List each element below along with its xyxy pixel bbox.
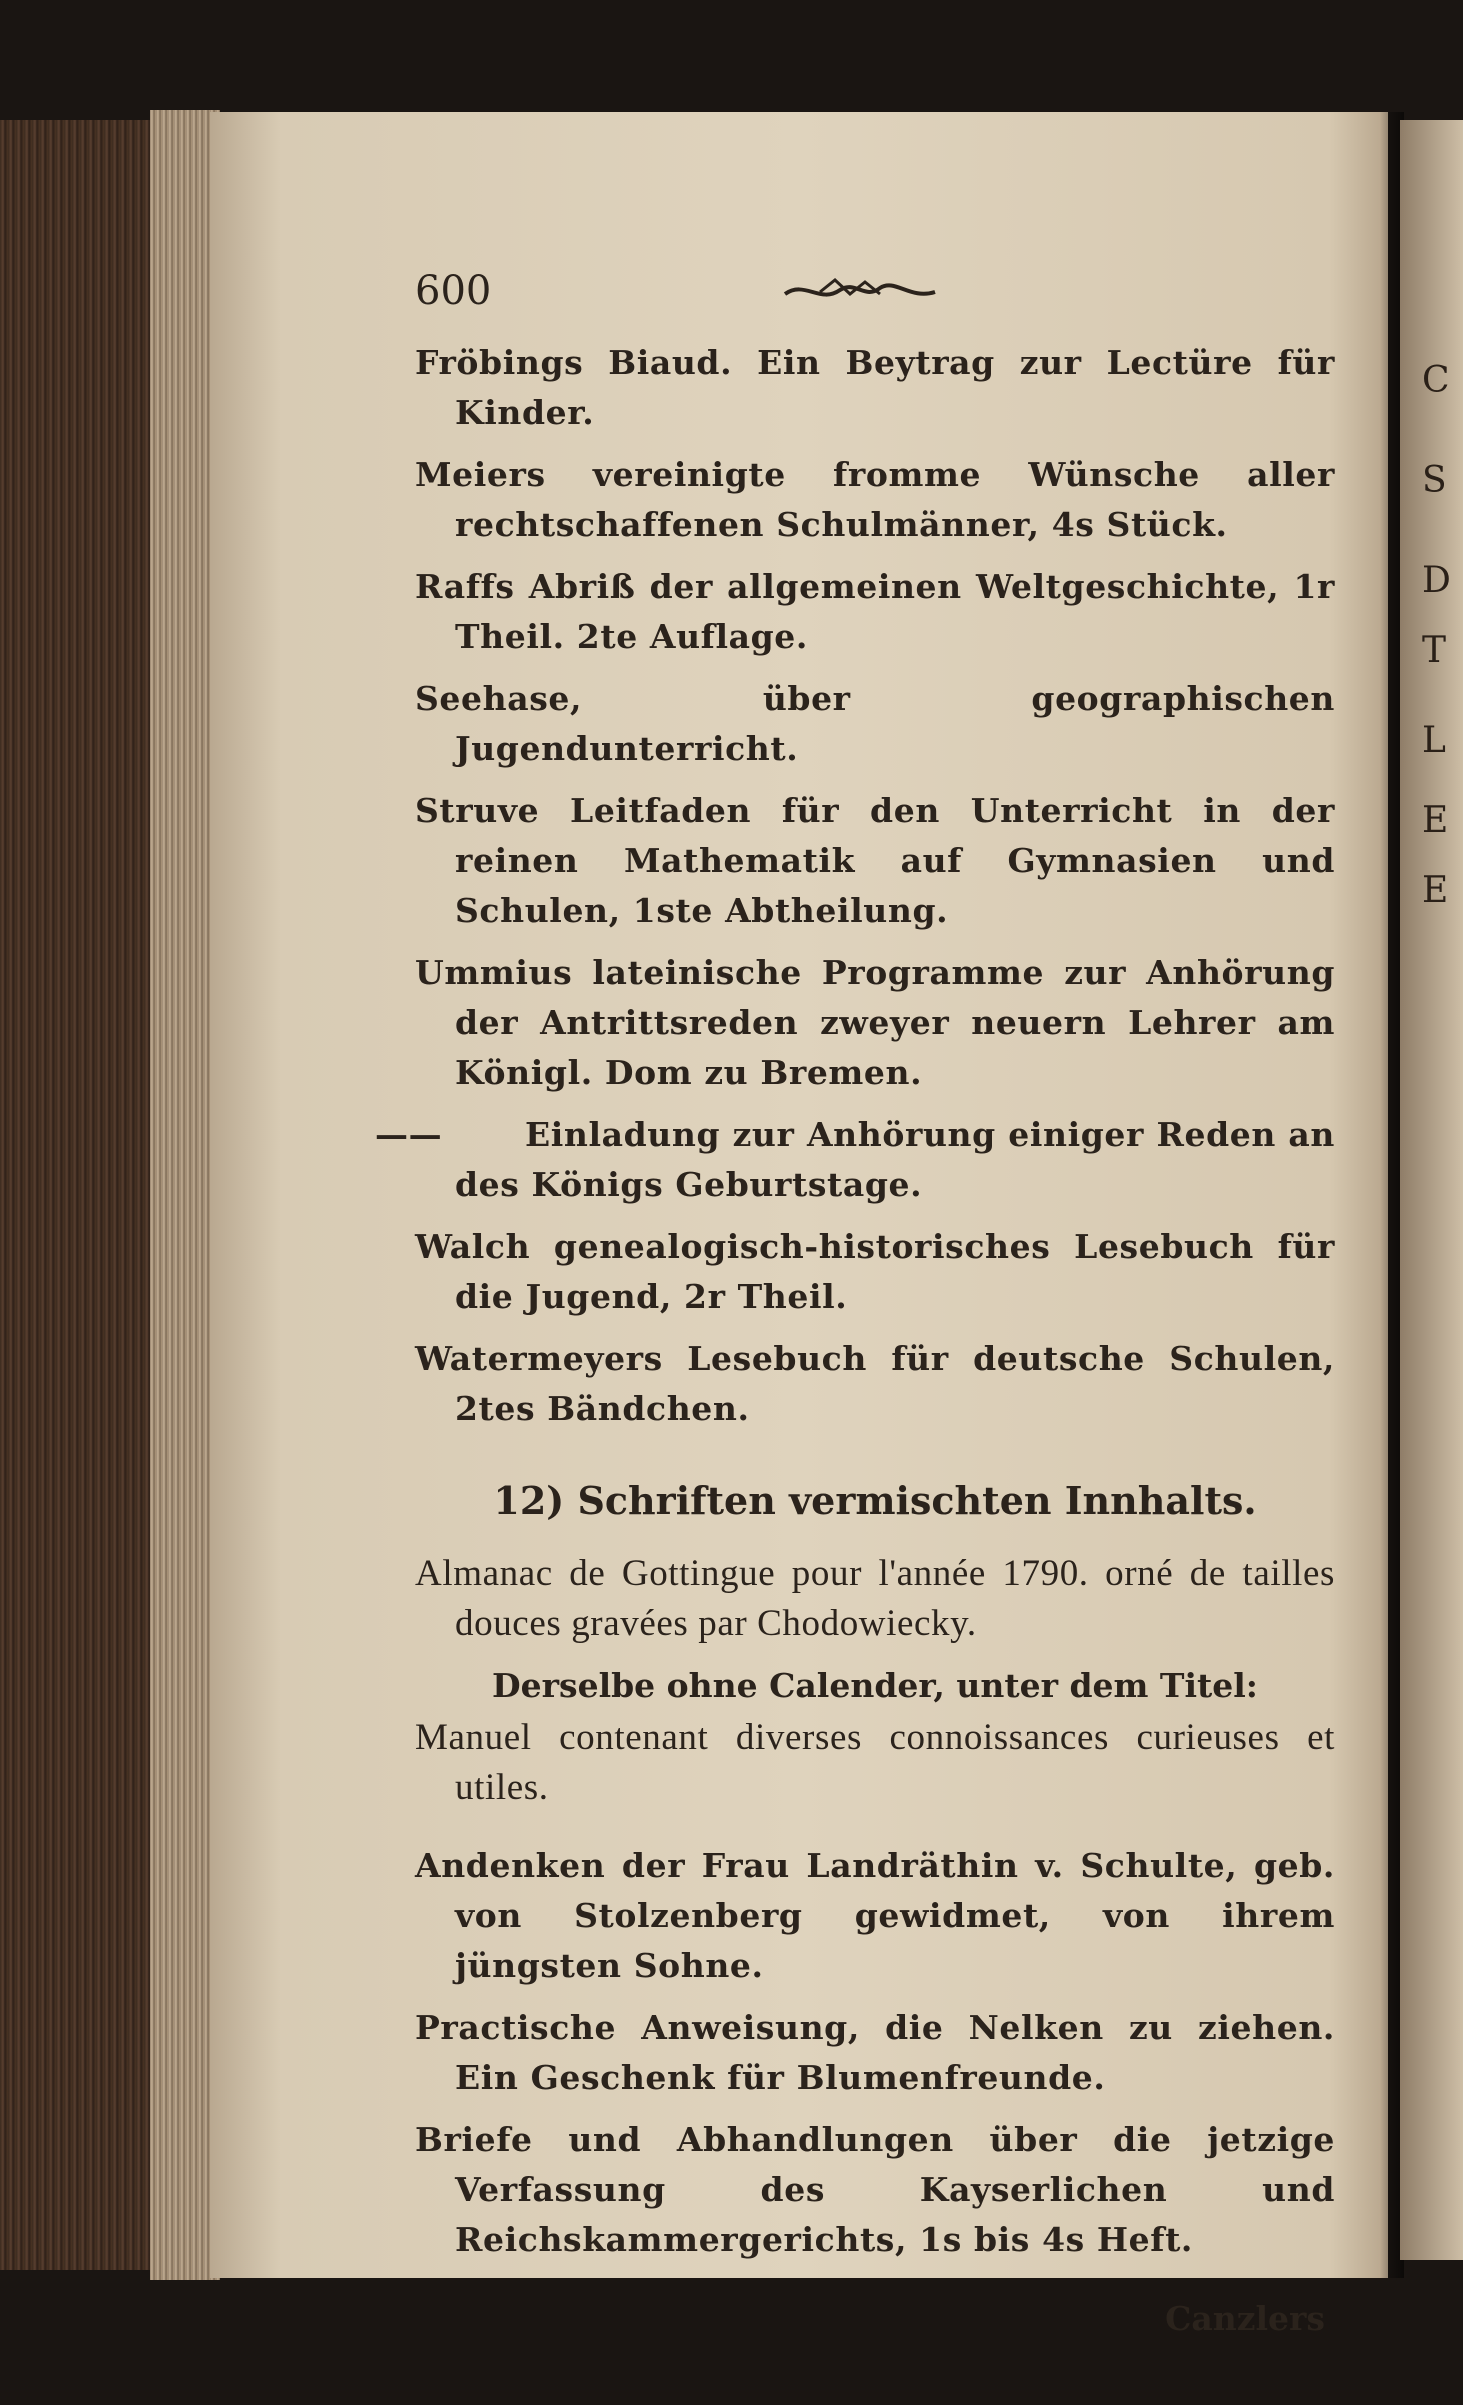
list-item: Watermeyers Lesebuch für deutsche Schulen, 2tes Bändchen. [415, 1339, 1335, 1428]
catchword: Canzlers [1165, 2299, 1325, 2338]
list-item [375, 1110, 1335, 1210]
list-item: Almanac de Gottingue pour l'année 1790. orné de tailles douces gravées par Chodowiecky. [415, 1553, 1335, 1644]
facing-page-fragment: E [1422, 870, 1449, 911]
list-item: Practische Anweisung, die Nelken zu ziehen. Ein Geschenk für Blumenfreunde. [415, 2008, 1335, 2097]
page-number: 600 [415, 268, 492, 314]
header-ornament-icon [780, 270, 940, 310]
list-item: Struve Leitfaden für den Unterricht in der reinen Mathematik auf Gymnasien und Schulen, 1ste Abtheilung. [415, 791, 1335, 930]
facing-page-fragment: T [1422, 630, 1447, 671]
facing-page-fragment: L [1422, 720, 1446, 761]
list-item: Manuel contenant diverses connoissances curieuses et utiles. [415, 1717, 1335, 1808]
list-item: Briefe und Abhandlungen über die jetzige Verfassung des Kayserlichen und Reichskammergerichts, 1s bis 4s Heft. [415, 2120, 1335, 2259]
list-item: Walch genealogisch-historisches Lesebuch für die Jugend, 2r Theil. [415, 1227, 1335, 1316]
facing-page-edge [1400, 120, 1463, 2260]
list-item: Meiers vereinigte fromme Wünsche aller rechtschaffenen Schulmänner, 4s Stück. [415, 455, 1335, 544]
page-header [415, 268, 1335, 338]
facing-page-fragment: E [1422, 800, 1449, 841]
section-heading: 12) Schriften vermischten Innhalts. [493, 1478, 1257, 1523]
list-item: Raffs Abriß der allgemeinen Weltgeschichte, 1r Theil. 2te Auflage. [415, 567, 1335, 656]
facing-page-fragment: S [1422, 460, 1447, 501]
facing-page-fragment: D [1422, 560, 1451, 601]
list-item: Seehase, über geographischen Jugendunterricht. [415, 679, 1335, 768]
list-item-text: Einladung zur Anhörung einiger Reden an des Königs Geburtstage. [455, 1115, 1335, 1204]
list-item: Andenken der Frau Landräthin v. Schulte, geb. von Stolzenberg gewidmet, von ihrem jüngsten Sohne. [415, 1846, 1335, 1985]
list-item: Fröbings Biaud. Ein Beytrag zur Lectüre für Kinder. [415, 343, 1335, 432]
ditto-dash: —— [375, 1115, 443, 1154]
facing-page-fragment: C [1422, 360, 1450, 401]
page-content [375, 268, 1335, 2338]
derselbe-line: Derselbe ohne Calender, unter dem Titel: [492, 1666, 1258, 1705]
list-item: Ummius lateinische Programme zur Anhörung der Antrittsreden zweyer neuern Lehrer am Königl. Dom zu Bremen. [415, 953, 1335, 1092]
